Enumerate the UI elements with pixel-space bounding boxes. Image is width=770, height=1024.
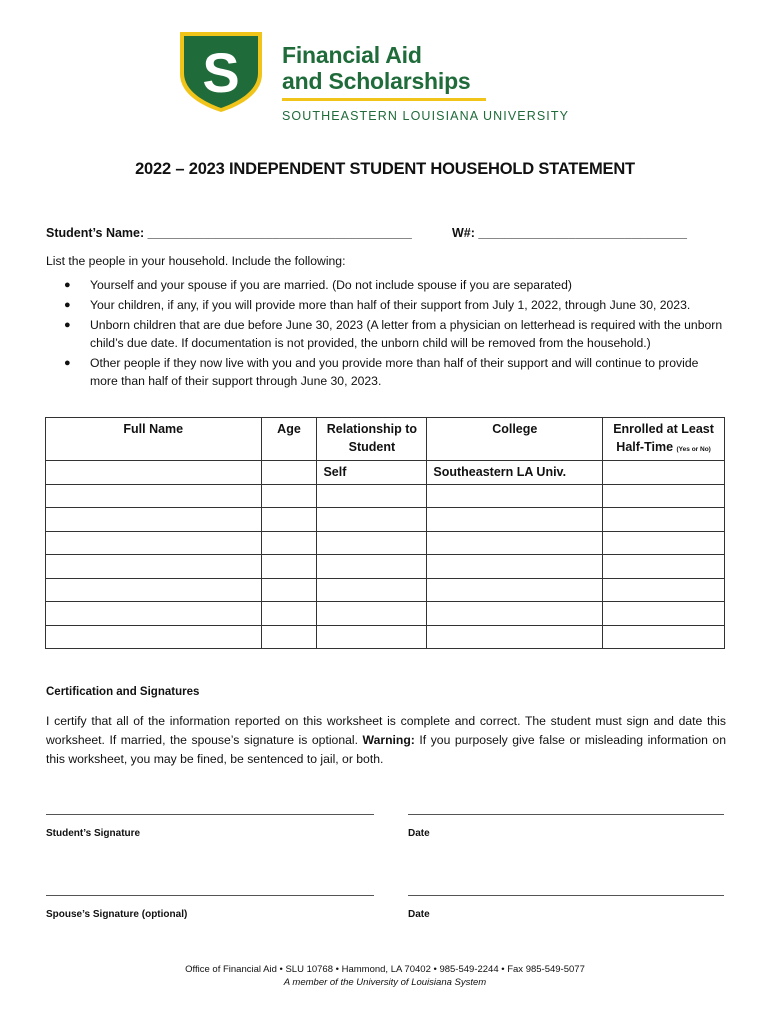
student-name-field[interactable]: Student’s Name: ______________________________________ [46, 226, 412, 240]
enrolled-note: (Yes or No) [676, 446, 711, 453]
header-college: College [427, 418, 603, 461]
spouse-signature-label: Spouse’s Signature (optional) [46, 909, 188, 920]
header-relationship: Relationship to Student [317, 418, 427, 461]
cell-age[interactable] [261, 602, 317, 626]
table-row [46, 578, 725, 602]
logo-subtitle: SOUTHEASTERN LOUISIANA UNIVERSITY [282, 109, 570, 123]
date-label: Date [408, 828, 430, 839]
cell-enrolled[interactable] [603, 484, 725, 508]
cell-relationship[interactable] [317, 578, 427, 602]
logo-text [282, 42, 471, 94]
cell-relationship[interactable] [317, 602, 427, 626]
list-item: ● Your children, if any, if you will provide more than half of their support from July 1, 2022, through June 30, 2023. [64, 298, 691, 312]
table-row [46, 461, 725, 485]
cell-age[interactable] [261, 555, 317, 579]
cell-college[interactable] [427, 484, 603, 508]
list-item: ● Other people if they now live with you and you provide more than half of their support and will continue to provide more than half of their support through June 30, 2023. [64, 356, 699, 388]
cell-relationship[interactable] [317, 531, 427, 555]
spouse-signature-line[interactable] [46, 895, 374, 896]
cell-college[interactable] [427, 508, 603, 532]
cell-enrolled[interactable] [603, 508, 725, 532]
bullet-icon: ● [64, 357, 71, 369]
table-row [46, 531, 725, 555]
cell-full-name[interactable] [46, 625, 262, 649]
list-item: ● Unborn children that are due before June 30, 2023 (A letter from a physician on letterhead is required with the unborn child’s due date. If documentation is not provided, the unborn child will be removed from the household.) [64, 318, 723, 350]
document-title: 2022 – 2023 INDEPENDENT STUDENT HOUSEHOLD STATEMENT [135, 160, 635, 178]
cell-college[interactable]: Southeastern LA Univ. [427, 461, 603, 485]
cell-full-name[interactable] [46, 508, 262, 532]
cell-age[interactable] [261, 484, 317, 508]
header-age: Age [261, 418, 317, 461]
cell-college[interactable] [427, 602, 603, 626]
cell-age[interactable] [261, 578, 317, 602]
cell-relationship[interactable]: Self [317, 461, 427, 485]
cell-enrolled[interactable] [603, 461, 725, 485]
bullet-icon: ● [64, 279, 71, 291]
table-row [46, 555, 725, 579]
cell-full-name[interactable] [46, 531, 262, 555]
cell-age[interactable] [261, 461, 317, 485]
bullet-icon: ● [64, 319, 71, 331]
cell-enrolled[interactable] [603, 602, 725, 626]
cell-enrolled[interactable] [603, 555, 725, 579]
header-full-name: Full Name [46, 418, 262, 461]
spouse-date-line[interactable] [408, 895, 724, 896]
cell-relationship[interactable] [317, 555, 427, 579]
warning-label: Warning: [362, 733, 415, 747]
household-requirements-list [46, 276, 726, 392]
certification-text: I certify that all of the information reported on this worksheet is complete and correct. The student must sign and date this worksheet. If married, the spouse’s signature is optional. Warning: If you purposely give false or misleading information on this worksheet, you may be fined, be sentenced to jail, or both. [46, 714, 726, 766]
cell-enrolled[interactable] [603, 625, 725, 649]
household-table [45, 417, 725, 649]
footer-member: A member of the University of Louisiana System [283, 977, 487, 988]
table-row [46, 602, 725, 626]
table-row [46, 508, 725, 532]
cell-college[interactable] [427, 625, 603, 649]
certification-heading: Certification and Signatures [46, 686, 200, 698]
student-date-line[interactable] [408, 814, 724, 815]
cell-enrolled[interactable] [603, 531, 725, 555]
logo-mark-letter: S [202, 41, 240, 104]
footer-contact: Office of Financial Aid • SLU 10768 • Hammond, LA 70402 • 985-549-2244 • Fax 985-549-5077 [185, 964, 585, 975]
cell-age[interactable] [261, 508, 317, 532]
date-label: Date [408, 909, 430, 920]
cell-enrolled[interactable] [603, 578, 725, 602]
university-shield-logo [178, 30, 264, 114]
cell-full-name[interactable] [46, 484, 262, 508]
w-number-field[interactable]: W#: ______________________________ [452, 226, 687, 240]
bullet-icon: ● [64, 299, 71, 311]
header-enrolled: Enrolled at Least Half-Time (Yes or No) [603, 418, 725, 461]
cell-relationship[interactable] [317, 625, 427, 649]
cell-college[interactable] [427, 555, 603, 579]
cell-relationship[interactable] [317, 484, 427, 508]
cell-college[interactable] [427, 578, 603, 602]
cell-full-name[interactable] [46, 461, 262, 485]
logo-line-1: Financial Aid [282, 42, 422, 68]
table-row [46, 484, 725, 508]
table-header-row [46, 418, 725, 461]
cell-full-name[interactable] [46, 555, 262, 579]
student-signature-line[interactable] [46, 814, 374, 815]
logo-gold-bar [282, 98, 486, 101]
list-item: ● Yourself and your spouse if you are married. (Do not include spouse if you are separated) [64, 278, 572, 292]
table-row [46, 625, 725, 649]
cell-full-name[interactable] [46, 602, 262, 626]
household-intro: List the people in your household. Include the following: [46, 254, 346, 268]
student-signature-label: Student’s Signature [46, 828, 141, 839]
cell-age[interactable] [261, 625, 317, 649]
logo-line-2: and Scholarships [282, 68, 471, 94]
cell-age[interactable] [261, 531, 317, 555]
cell-college[interactable] [427, 531, 603, 555]
cell-full-name[interactable] [46, 578, 262, 602]
cell-relationship[interactable] [317, 508, 427, 532]
